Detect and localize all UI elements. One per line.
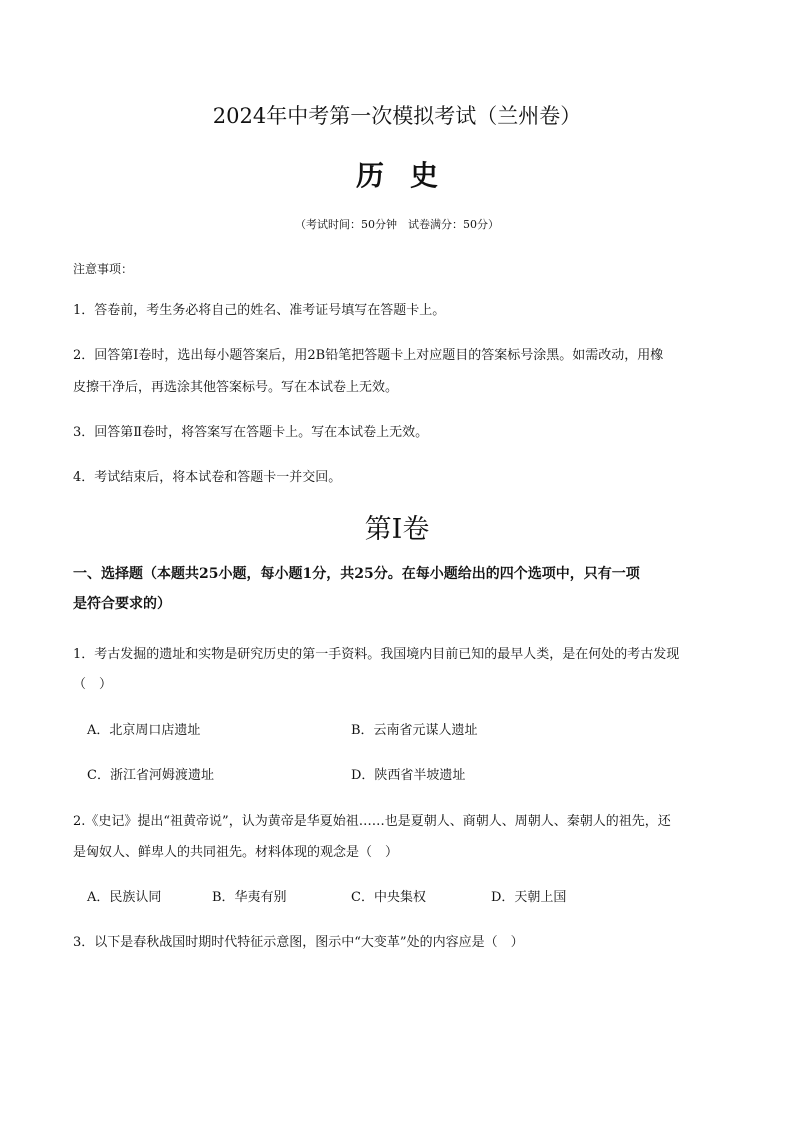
section-instruction: 一、选择题（本题共25小题，每小题1分，共25分。在每小题给出的四个选项中，只有一项: [73, 566, 640, 582]
notice-item-4: 4．考试结束后，将本试卷和答题卡一并交回。: [73, 470, 342, 485]
notice-item-1: 1．答卷前，考生务必将自己的姓名、准考证号填写在答题卡上。: [73, 303, 446, 318]
exam-info: （考试时间：50分钟 试卷满分：50分）: [295, 218, 499, 231]
question-1-option-d: D．陕西省半坡遗址: [351, 768, 466, 783]
subject-title: 历史: [355, 159, 464, 192]
question-2-option-c: C．中央集权: [351, 890, 426, 905]
question-1-option-a: A．北京周口店遗址: [87, 723, 201, 738]
notice-item-3: 3．回答第Ⅱ卷时，将答案写在答题卡上。写在本试卷上无效。: [73, 425, 429, 440]
notice-item-2-cont: 皮擦干净后，再选涂其他答案标号。写在本试卷上无效。: [73, 380, 399, 395]
section-title: 第Ⅰ卷: [364, 514, 430, 545]
question-1-option-c: C．浙江省河姆渡遗址: [87, 768, 214, 783]
question-1-stem: 1．考古发掘的遗址和实物是研究历史的第一手资料。我国境内目前已知的最早人类，是在何处的考古发现: [73, 647, 680, 662]
section-instruction-cont: 是符合要求的）: [73, 596, 171, 612]
question-2-option-b: B．华夷有别: [212, 890, 287, 905]
notice-item-2: 2．回答第Ⅰ卷时，选出每小题答案后，用2B铅笔把答题卡上对应题目的答案标号涂黑。如需改动，用橡: [73, 348, 664, 363]
question-2-option-d: D．天朝上国: [491, 890, 567, 905]
question-2-stem-cont: 是匈奴人、鲜卑人的共同祖先。材料体现的观念是（ ）: [73, 845, 399, 860]
notice-heading: 注意事项：: [73, 262, 134, 276]
question-2-stem: 2.《史记》提出“祖黄帝说”，认为黄帝是华夏始祖……也是夏朝人、商朝人、周朝人、秦朝人的祖先，还: [73, 814, 671, 829]
question-2-option-a: A．民族认同: [87, 890, 162, 905]
question-3-stem: 3．以下是春秋战国时期时代特征示意图，图示中“大变革”处的内容应是（ ）: [73, 935, 524, 950]
question-1-stem-cont: （ ）: [73, 677, 113, 692]
exam-title: 2024年中考第一次模拟考试（兰州卷）: [212, 104, 582, 128]
question-1-option-b: B．云南省元谋人遗址: [351, 723, 478, 738]
